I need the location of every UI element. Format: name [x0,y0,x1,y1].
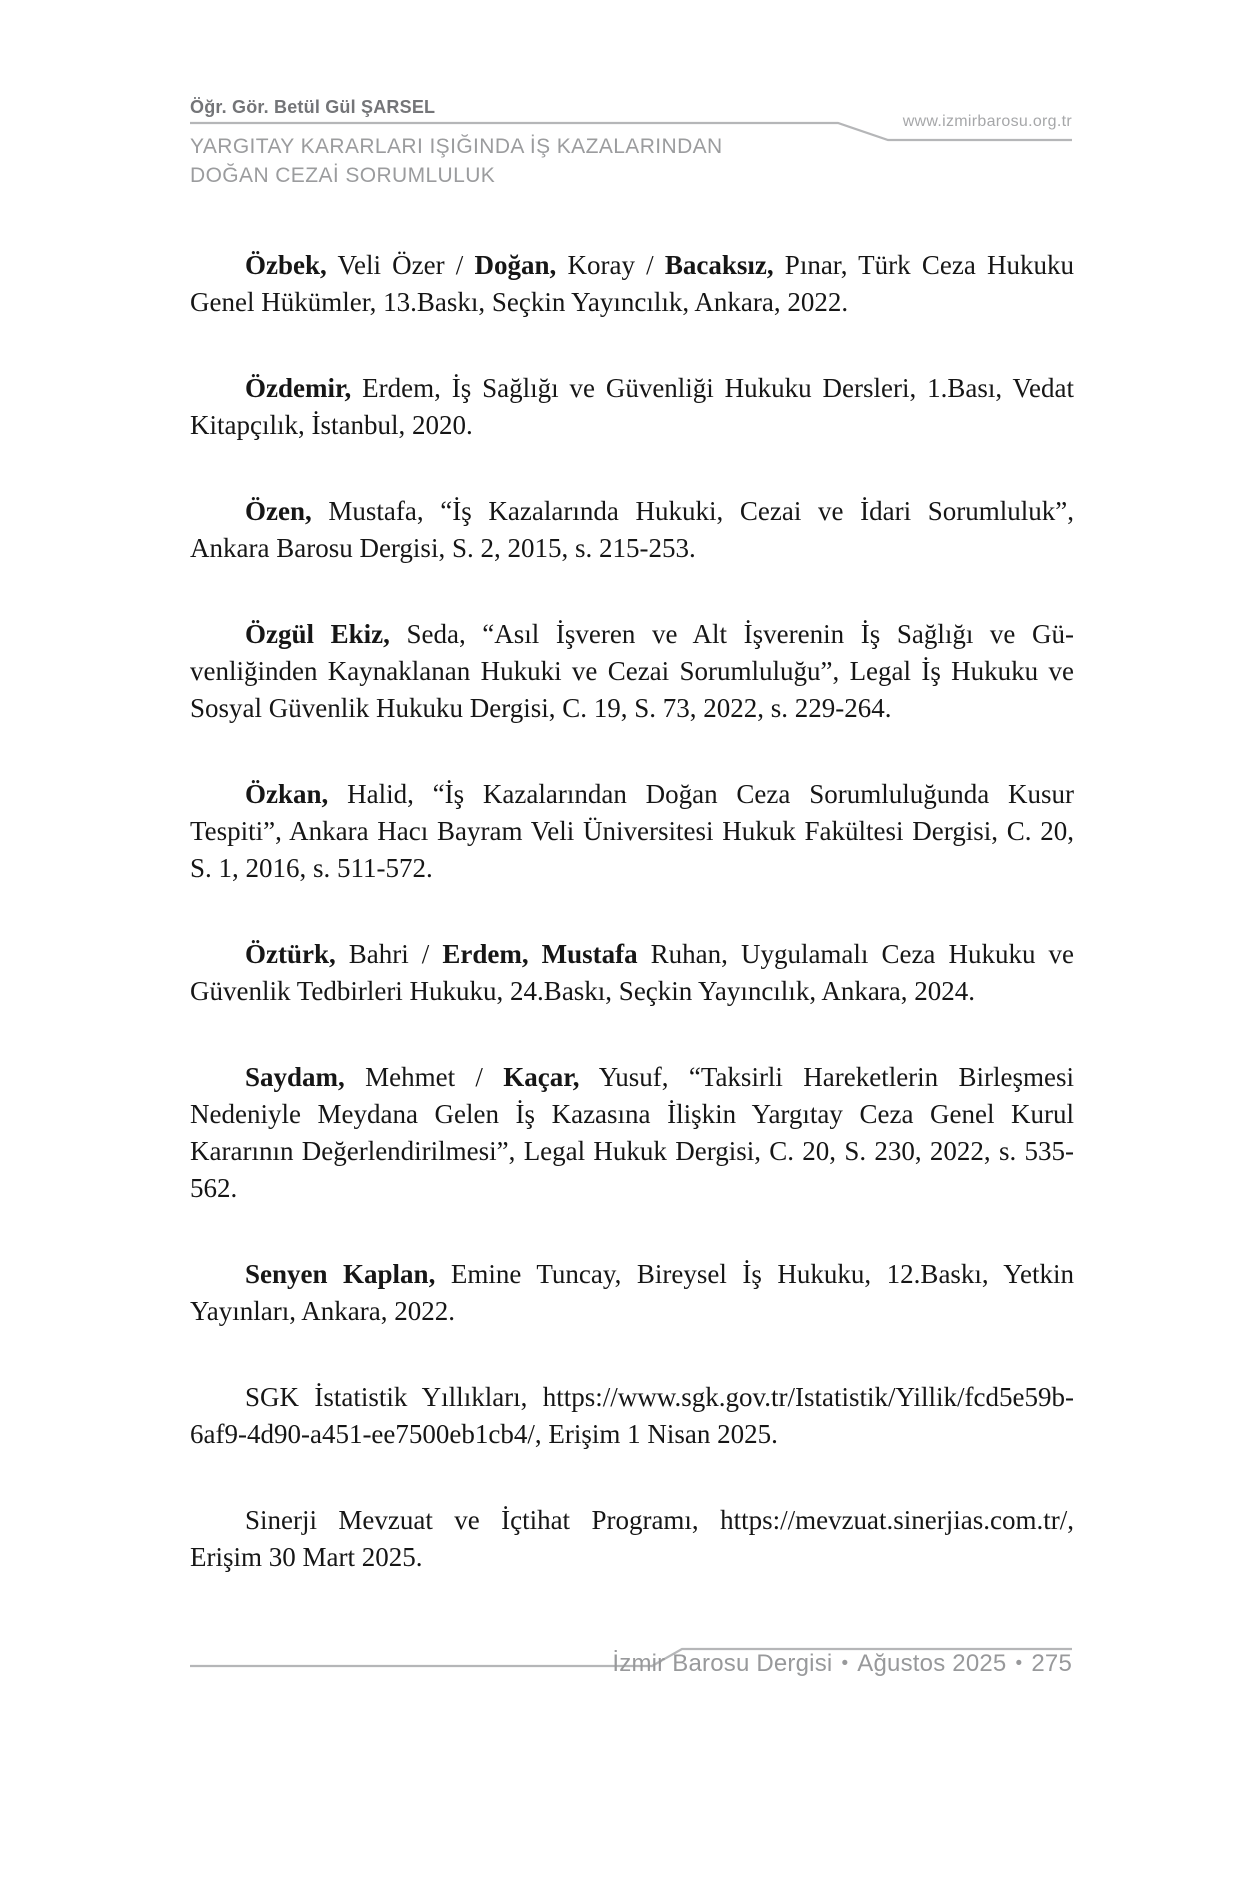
url-text: https:/​/​mevzuat.​sinerjias.​com.​tr/​ [720,1505,1068,1535]
bibliography-list [190,247,1074,1576]
bibliography-entry: Öztürk, Bahri / Erdem, Mustafa Ruhan, Uygulamalı Ceza Hukuku ve Güvenlik Tedbirleri Hukuku, 24.Baskı, Seçkin Yayıncılık, Ankara, 2024. [190,939,1074,1006]
bibliography-entry: Özgül Ekiz, Seda, “Asıl İşveren ve Alt İşverenin İş Sağlığı ve Güvenliğinden Kaynaklanan Hukuki ve Cezai Sorumluluğu”, Legal İş Hukuku ve Sosyal Güvenlik Hukuku Dergisi, C. 19, S. 73, 2022, s. 229-264. [190,619,1075,723]
footer-separator-icon: • [841,1653,849,1674]
bibliography-entry: Senyen Kaplan, Emine Tuncay, Bireysel İş Hukuku, 12.Baskı, Yetkin Yayınları, Ankara, 2022. [190,1259,1074,1326]
journal-name: İzmir Barosu Dergisi [612,1650,833,1677]
bibliography-entry: SGK İstatistik Yıllıkları, https:/​/​www.​sgk.​gov.​tr/​Istatistik/​Yillik/​fcd5e59b-6af9-4d90-a451-ee7500eb1cb4/​, Erişim 1 Nisan 2025. [190,1382,1074,1449]
issue-date: Ağustos 2025 [857,1650,1007,1677]
footer-separator-icon: • [1015,1653,1023,1674]
website-url: www.izmirbarosu.org.tr [902,113,1072,130]
url-text: https:/​/​www.​sgk.​gov.​tr/​Istatistik/​Yillik/​fcd5e59b-6af9-4d90-a451-ee7500eb1cb4/​ [190,1382,1074,1449]
page-number: 275 [1031,1650,1072,1677]
bibliography-entry: Özdemir, Erdem, İş Sağlığı ve Güvenliği Hukuku Dersleri, 1.Bası, Vedat Kitapçılık, İstanbul, 2020. [190,373,1074,440]
document-title-line1: YARGITAY KARARLARI IŞIĞINDA İŞ KAZALARINDAN [190,135,723,158]
bibliography-entry: Özbek, Veli Özer / Doğan, Koray / Bacaksız, Pınar, Türk Ceza Hukuku Genel Hükümler, 13.Baskı, Seçkin Yayıncılık, Ankara, 2022. [190,250,1074,317]
bibliography-entry: Saydam, Mehmet / Kaçar, Yusuf, “Taksirli Hareketlerin Birleşmesi Nedeniyle Meydana Gelen İş Kazasına İlişkin Yargıtay Ceza Genel Kurul Kararının Değerlendirilmesi”, Legal Hukuk Dergisi, C. 20, S. 230, 2022, s. 535-562. [190,1062,1074,1203]
footer-text [612,1652,1072,1676]
bibliography-entry: Özkan, Halid, “İş Kazalarından Doğan Ceza Sorumluluğunda Kusur Tespiti”, Ankara Hacı Bayram Veli Üniversitesi Hukuk Fakültesi Dergisi, C. 20, S. 1, 2016, s. 511-572. [190,779,1074,883]
document-title [190,132,723,190]
bibliography-entry: Sinerji Mevzuat ve İçtihat Programı, https:/​/​mevzuat.​sinerjias.​com.​tr/​, Erişim 30 Mart 2025. [190,1505,1074,1572]
document-title-line2: DOĞAN CEZAİ SORUMLULUK [190,164,496,187]
bibliography-entry: Özen, Mustafa, “İş Kazalarında Hukuki, Cezai ve İdari Sorumluluk”, Ankara Barosu Dergisi, S. 2, 2015, s. 215-253. [190,496,1074,563]
author-name: Öğr. Gör. Betül Gül ŞARSEL [190,97,436,117]
